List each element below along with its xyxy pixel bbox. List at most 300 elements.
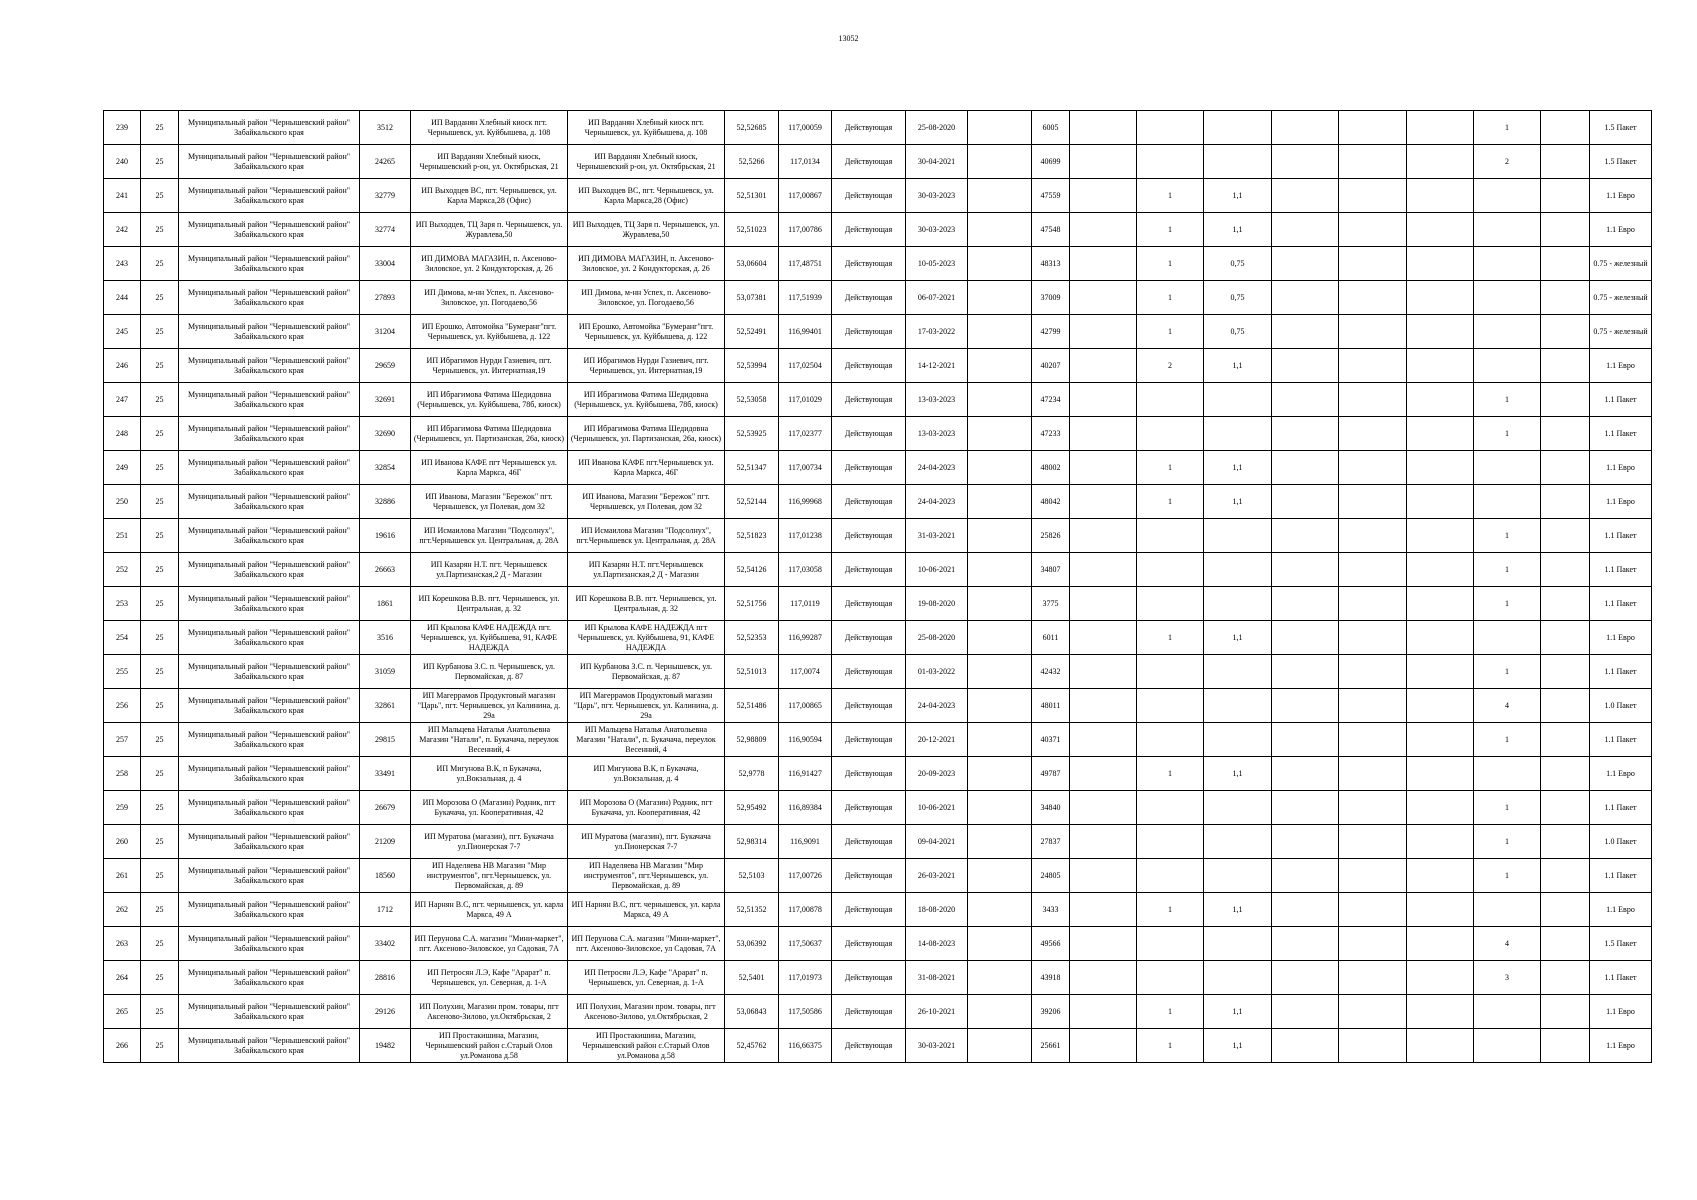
- date-cell: 30-04-2021: [906, 145, 968, 179]
- table-row: [104, 179, 1652, 213]
- table-row: [104, 145, 1652, 179]
- empty-cell: [1541, 927, 1590, 961]
- container-type-cell: 1.1 Евро: [1590, 349, 1652, 383]
- table-row: [104, 723, 1652, 757]
- container-volume-cell: [1204, 791, 1272, 825]
- owner-address-cell: ИП Варданян Хлебный киоск пгт. Чернышевск, ул. Куйбышева, д. 108: [568, 111, 725, 145]
- empty-cell: [1339, 145, 1407, 179]
- empty-cell: [1407, 417, 1474, 451]
- empty-cell: [1407, 349, 1474, 383]
- container-count-cell: 1: [1137, 179, 1204, 213]
- row-number: 261: [104, 859, 141, 893]
- municipality-cell: Муниципальный район "Чернышевский район" Забайкальского края: [179, 1029, 360, 1063]
- empty-cell: [1339, 111, 1407, 145]
- empty-cell: [1339, 519, 1407, 553]
- status-cell: Действующая: [832, 315, 906, 349]
- empty-cell: [1407, 655, 1474, 689]
- empty-cell: [1272, 655, 1339, 689]
- row-number: 264: [104, 961, 141, 995]
- location-address-cell: ИП Ибрагимова Фатима Шедидовна (Чернышевск, ул. Куйбышева, 78б, киоск): [411, 383, 568, 417]
- empty-cell: [1541, 1029, 1590, 1063]
- table-row: [104, 111, 1652, 145]
- table-row: [104, 247, 1652, 281]
- owner-address-cell: ИП Полухин, Магазин пром. товары, пгт Аксеново-Зилово, ул.Октябрьская, 2: [568, 995, 725, 1029]
- municipality-cell: Муниципальный район "Чернышевский район" Забайкальского края: [179, 893, 360, 927]
- registry-number-cell: 47234: [1032, 383, 1070, 417]
- location-address-cell: ИП Выходцев, ТЦ Заря п. Чернышевск, ул. Журавлева,50: [411, 213, 568, 247]
- empty-cell: [1272, 961, 1339, 995]
- empty-cell: [1339, 281, 1407, 315]
- container-type-cell: 0.75 - железный: [1590, 281, 1652, 315]
- container-count-cell: [1137, 383, 1204, 417]
- empty-cell: [1339, 961, 1407, 995]
- longitude-cell: 116,66375: [779, 1029, 832, 1063]
- container-count-cell: [1137, 723, 1204, 757]
- empty-cell: [1070, 315, 1137, 349]
- table-row: [104, 349, 1652, 383]
- row-number: 242: [104, 213, 141, 247]
- empty-cell: [1407, 281, 1474, 315]
- bag-count-cell: 1: [1474, 553, 1541, 587]
- empty-cell: [1070, 145, 1137, 179]
- table-row: [104, 519, 1652, 553]
- location-address-cell: ИП Исмаилова Магазин "Подсолнух", пгт.Чернышевск ул. Центральная, д. 28А: [411, 519, 568, 553]
- empty-cell: [1407, 111, 1474, 145]
- date-cell: 14-08-2023: [906, 927, 968, 961]
- bag-count-cell: 3: [1474, 961, 1541, 995]
- registry-number-cell: 34807: [1032, 553, 1070, 587]
- date-cell: 31-03-2021: [906, 519, 968, 553]
- empty-cell: [1272, 621, 1339, 655]
- container-type-cell: 1.1 Евро: [1590, 621, 1652, 655]
- date-cell: 18-08-2020: [906, 893, 968, 927]
- location-address-cell: ИП Иванова КАФЕ пгт Чернышевск ул. Карла Маркса, 46Г: [411, 451, 568, 485]
- region-code: 25: [141, 655, 179, 689]
- longitude-cell: 117,00059: [779, 111, 832, 145]
- container-count-cell: [1137, 519, 1204, 553]
- latitude-cell: 52,51301: [725, 179, 779, 213]
- longitude-cell: 117,00726: [779, 859, 832, 893]
- container-type-cell: 1.1 Евро: [1590, 179, 1652, 213]
- container-count-cell: [1137, 587, 1204, 621]
- empty-cell: [1541, 961, 1590, 995]
- empty-cell: [1407, 621, 1474, 655]
- owner-address-cell: ИП Варданян Хлебный киоск, Чернышевский р-он, ул. Октябрьская, 21: [568, 145, 725, 179]
- container-volume-cell: [1204, 825, 1272, 859]
- status-cell: Действующая: [832, 927, 906, 961]
- empty-cell: [1339, 825, 1407, 859]
- empty-cell: [968, 1029, 1032, 1063]
- bag-count-cell: [1474, 451, 1541, 485]
- empty-cell: [1070, 995, 1137, 1029]
- table-row: [104, 757, 1652, 791]
- municipality-cell: Муниципальный район "Чернышевский район" Забайкальского края: [179, 111, 360, 145]
- location-address-cell: ИП Курбанова З.С. п. Чернышевск, ул. Первомайская, д. 87: [411, 655, 568, 689]
- location-address-cell: ИП Петросян Л.Э, Кафе "Арарат" п. Чернышевск, ул. Северная, д. 1-А: [411, 961, 568, 995]
- status-cell: Действующая: [832, 451, 906, 485]
- registry-number-cell: 6011: [1032, 621, 1070, 655]
- container-type-cell: 1.1 Евро: [1590, 451, 1652, 485]
- container-volume-cell: [1204, 689, 1272, 723]
- container-volume-cell: [1204, 519, 1272, 553]
- table-row: [104, 621, 1652, 655]
- latitude-cell: 52,51756: [725, 587, 779, 621]
- status-cell: Действующая: [832, 961, 906, 995]
- bag-count-cell: [1474, 315, 1541, 349]
- site-id: 32690: [360, 417, 411, 451]
- row-number: 253: [104, 587, 141, 621]
- status-cell: Действующая: [832, 757, 906, 791]
- longitude-cell: 117,0134: [779, 145, 832, 179]
- empty-cell: [1272, 145, 1339, 179]
- empty-cell: [1272, 213, 1339, 247]
- container-type-cell: 1.0 Пакет: [1590, 825, 1652, 859]
- municipality-cell: Муниципальный район "Чернышевский район" Забайкальского края: [179, 451, 360, 485]
- latitude-cell: 52,52353: [725, 621, 779, 655]
- empty-cell: [1339, 179, 1407, 213]
- empty-cell: [1407, 723, 1474, 757]
- owner-address-cell: ИП Нарнян В.С, пгт. чернышевск, ул. карла Маркса, 49 А: [568, 893, 725, 927]
- status-cell: Действующая: [832, 417, 906, 451]
- container-volume-cell: 1,1: [1204, 485, 1272, 519]
- empty-cell: [1339, 349, 1407, 383]
- empty-cell: [968, 247, 1032, 281]
- location-address-cell: ИП Крылова КАФЕ НАДЕЖДА пгт. Чернышевск, ул. Куйбышева, 91, КАФЕ НАДЕЖДА: [411, 621, 568, 655]
- empty-cell: [1541, 145, 1590, 179]
- empty-cell: [1070, 417, 1137, 451]
- container-volume-cell: 1,1: [1204, 179, 1272, 213]
- owner-address-cell: ИП Наделяева НВ Магазин "Мир инструментов", пгт.Чернышевск, ул. Первомайская, д. 89: [568, 859, 725, 893]
- municipality-cell: Муниципальный район "Чернышевский район" Забайкальского края: [179, 247, 360, 281]
- date-cell: 01-03-2022: [906, 655, 968, 689]
- status-cell: Действующая: [832, 145, 906, 179]
- owner-address-cell: ИП Мигунова В.К, п Букачача, ул.Вокзальная, д. 4: [568, 757, 725, 791]
- municipality-cell: Муниципальный район "Чернышевский район" Забайкальского края: [179, 519, 360, 553]
- bag-count-cell: 1: [1474, 655, 1541, 689]
- container-type-cell: 1.1 Евро: [1590, 485, 1652, 519]
- table-row: [104, 689, 1652, 723]
- registry-number-cell: 3775: [1032, 587, 1070, 621]
- container-type-cell: 1.1 Пакет: [1590, 383, 1652, 417]
- empty-cell: [1070, 247, 1137, 281]
- longitude-cell: 117,50586: [779, 995, 832, 1029]
- region-code: 25: [141, 587, 179, 621]
- container-type-cell: 1.5 Пакет: [1590, 145, 1652, 179]
- date-cell: 30-03-2023: [906, 213, 968, 247]
- empty-cell: [1407, 213, 1474, 247]
- municipality-cell: Муниципальный район "Чернышевский район" Забайкальского края: [179, 179, 360, 213]
- row-number: 251: [104, 519, 141, 553]
- bag-count-cell: [1474, 485, 1541, 519]
- region-code: 25: [141, 179, 179, 213]
- region-code: 25: [141, 791, 179, 825]
- empty-cell: [1272, 179, 1339, 213]
- region-code: 25: [141, 383, 179, 417]
- empty-cell: [1541, 621, 1590, 655]
- latitude-cell: 52,51013: [725, 655, 779, 689]
- container-count-cell: 1: [1137, 995, 1204, 1029]
- empty-cell: [1541, 349, 1590, 383]
- longitude-cell: 116,91427: [779, 757, 832, 791]
- bag-count-cell: 4: [1474, 689, 1541, 723]
- empty-cell: [1541, 689, 1590, 723]
- location-address-cell: ИП Ерошко, Автомойка "Бумеранг"пгт. Чернышевск, ул. Куйбышева, д. 122: [411, 315, 568, 349]
- empty-cell: [1070, 1029, 1137, 1063]
- site-id: 32886: [360, 485, 411, 519]
- latitude-cell: 52,95492: [725, 791, 779, 825]
- status-cell: Действующая: [832, 519, 906, 553]
- empty-cell: [1541, 757, 1590, 791]
- empty-cell: [1272, 451, 1339, 485]
- empty-cell: [1339, 791, 1407, 825]
- empty-cell: [1070, 825, 1137, 859]
- site-id: 28816: [360, 961, 411, 995]
- row-number: 266: [104, 1029, 141, 1063]
- registry-number-cell: 40371: [1032, 723, 1070, 757]
- bag-count-cell: 1: [1474, 519, 1541, 553]
- status-cell: Действующая: [832, 111, 906, 145]
- empty-cell: [968, 689, 1032, 723]
- registry-number-cell: 49566: [1032, 927, 1070, 961]
- row-number: 257: [104, 723, 141, 757]
- location-address-cell: ИП Нарнян В.С, пгт. чернышевск, ул. карла Маркса, 49 А: [411, 893, 568, 927]
- container-type-cell: 1.1 Пакет: [1590, 519, 1652, 553]
- empty-cell: [968, 383, 1032, 417]
- region-code: 25: [141, 485, 179, 519]
- empty-cell: [968, 621, 1032, 655]
- location-address-cell: ИП Муратова (магазин), пгт. Букачача ул.Пионерская 7-7: [411, 825, 568, 859]
- latitude-cell: 52,98314: [725, 825, 779, 859]
- municipality-cell: Муниципальный район "Чернышевский район" Забайкальского края: [179, 757, 360, 791]
- latitude-cell: 52,52491: [725, 315, 779, 349]
- date-cell: 09-04-2021: [906, 825, 968, 859]
- row-number: 265: [104, 995, 141, 1029]
- table-row: [104, 655, 1652, 689]
- container-volume-cell: 1,1: [1204, 213, 1272, 247]
- empty-cell: [1407, 315, 1474, 349]
- row-number: 249: [104, 451, 141, 485]
- location-address-cell: ИП Казарян Н.Т. пгт. Чернышевск ул.Партизанская,2 Д - Магазин: [411, 553, 568, 587]
- empty-cell: [1407, 859, 1474, 893]
- empty-cell: [1339, 485, 1407, 519]
- bag-count-cell: 1: [1474, 111, 1541, 145]
- empty-cell: [968, 417, 1032, 451]
- container-volume-cell: 0,75: [1204, 281, 1272, 315]
- region-code: 25: [141, 247, 179, 281]
- municipality-cell: Муниципальный район "Чернышевский район" Забайкальского края: [179, 689, 360, 723]
- date-cell: 24-04-2023: [906, 689, 968, 723]
- empty-cell: [968, 587, 1032, 621]
- empty-cell: [1407, 757, 1474, 791]
- empty-cell: [1070, 757, 1137, 791]
- bag-count-cell: 1: [1474, 587, 1541, 621]
- site-id: 1861: [360, 587, 411, 621]
- empty-cell: [968, 995, 1032, 1029]
- latitude-cell: 52,53925: [725, 417, 779, 451]
- table-row: [104, 315, 1652, 349]
- site-id: 27893: [360, 281, 411, 315]
- region-code: 25: [141, 417, 179, 451]
- row-number: 248: [104, 417, 141, 451]
- container-volume-cell: 1,1: [1204, 1029, 1272, 1063]
- owner-address-cell: ИП Мальцева Наталья Анатольевна Магазин "Натали", п. Букачача, переулок Весенний, 4: [568, 723, 725, 757]
- empty-cell: [1339, 417, 1407, 451]
- region-code: 25: [141, 859, 179, 893]
- empty-cell: [1541, 893, 1590, 927]
- container-type-cell: 1.1 Пакет: [1590, 723, 1652, 757]
- registry-number-cell: 40699: [1032, 145, 1070, 179]
- latitude-cell: 53,06843: [725, 995, 779, 1029]
- empty-cell: [1070, 451, 1137, 485]
- region-code: 25: [141, 349, 179, 383]
- container-count-cell: [1137, 927, 1204, 961]
- registry-number-cell: 42432: [1032, 655, 1070, 689]
- longitude-cell: 117,00786: [779, 213, 832, 247]
- row-number: 246: [104, 349, 141, 383]
- date-cell: 24-04-2023: [906, 485, 968, 519]
- empty-cell: [968, 281, 1032, 315]
- empty-cell: [1070, 485, 1137, 519]
- region-code: 25: [141, 825, 179, 859]
- empty-cell: [1339, 621, 1407, 655]
- longitude-cell: 117,03058: [779, 553, 832, 587]
- bag-count-cell: 4: [1474, 927, 1541, 961]
- latitude-cell: 52,9778: [725, 757, 779, 791]
- empty-cell: [968, 961, 1032, 995]
- empty-cell: [1541, 723, 1590, 757]
- row-number: 244: [104, 281, 141, 315]
- empty-cell: [1070, 791, 1137, 825]
- container-type-cell: 1.0 Пакет: [1590, 689, 1652, 723]
- container-count-cell: 1: [1137, 281, 1204, 315]
- municipality-cell: Муниципальный район "Чернышевский район" Забайкальского края: [179, 213, 360, 247]
- latitude-cell: 52,51023: [725, 213, 779, 247]
- empty-cell: [1339, 689, 1407, 723]
- container-type-cell: 0.75 - железный: [1590, 315, 1652, 349]
- table-row: [104, 417, 1652, 451]
- container-type-cell: 1.1 Пакет: [1590, 961, 1652, 995]
- owner-address-cell: ИП Выходцев ВС, пгт. Чернышевск, ул. Карла Маркса,28 (Офис): [568, 179, 725, 213]
- latitude-cell: 52,52685: [725, 111, 779, 145]
- empty-cell: [1541, 587, 1590, 621]
- row-number: 241: [104, 179, 141, 213]
- latitude-cell: 52,53058: [725, 383, 779, 417]
- empty-cell: [1070, 927, 1137, 961]
- registry-number-cell: 48002: [1032, 451, 1070, 485]
- status-cell: Действующая: [832, 859, 906, 893]
- empty-cell: [968, 349, 1032, 383]
- date-cell: 13-03-2023: [906, 383, 968, 417]
- empty-cell: [1541, 451, 1590, 485]
- table-row: [104, 893, 1652, 927]
- date-cell: 31-08-2021: [906, 961, 968, 995]
- region-code: 25: [141, 213, 179, 247]
- empty-cell: [1407, 145, 1474, 179]
- location-address-cell: ИП Корешкова В.В. пгт. Чернышевск, ул. Центральная, д. 32: [411, 587, 568, 621]
- empty-cell: [1541, 111, 1590, 145]
- latitude-cell: 53,07381: [725, 281, 779, 315]
- latitude-cell: 52,51352: [725, 893, 779, 927]
- table-row: [104, 791, 1652, 825]
- status-cell: Действующая: [832, 655, 906, 689]
- empty-cell: [1339, 213, 1407, 247]
- region-code: 25: [141, 995, 179, 1029]
- latitude-cell: 52,51823: [725, 519, 779, 553]
- empty-cell: [1272, 859, 1339, 893]
- region-code: 25: [141, 145, 179, 179]
- longitude-cell: 116,99401: [779, 315, 832, 349]
- empty-cell: [1407, 179, 1474, 213]
- container-count-cell: 2: [1137, 349, 1204, 383]
- empty-cell: [1407, 485, 1474, 519]
- region-code: 25: [141, 757, 179, 791]
- municipality-cell: Муниципальный район "Чернышевский район" Забайкальского края: [179, 859, 360, 893]
- status-cell: Действующая: [832, 247, 906, 281]
- municipality-cell: Муниципальный район "Чернышевский район" Забайкальского края: [179, 485, 360, 519]
- bag-count-cell: 1: [1474, 383, 1541, 417]
- container-count-cell: [1137, 655, 1204, 689]
- registry-number-cell: 39206: [1032, 995, 1070, 1029]
- container-count-cell: [1137, 417, 1204, 451]
- container-volume-cell: [1204, 961, 1272, 995]
- row-number: 256: [104, 689, 141, 723]
- site-id: 3512: [360, 111, 411, 145]
- empty-cell: [1070, 689, 1137, 723]
- container-volume-cell: 1,1: [1204, 451, 1272, 485]
- empty-cell: [1541, 281, 1590, 315]
- container-volume-cell: [1204, 723, 1272, 757]
- bag-count-cell: [1474, 995, 1541, 1029]
- empty-cell: [1272, 791, 1339, 825]
- table-row: [104, 995, 1652, 1029]
- empty-cell: [968, 927, 1032, 961]
- container-count-cell: 1: [1137, 485, 1204, 519]
- empty-cell: [968, 893, 1032, 927]
- longitude-cell: 117,00734: [779, 451, 832, 485]
- owner-address-cell: ИП Корешкова В.В. пгт. Чернышевск, ул. Центральная, д. 32: [568, 587, 725, 621]
- container-volume-cell: 1,1: [1204, 621, 1272, 655]
- municipality-cell: Муниципальный район "Чернышевский район" Забайкальского края: [179, 553, 360, 587]
- empty-cell: [1407, 689, 1474, 723]
- empty-cell: [1541, 859, 1590, 893]
- status-cell: Действующая: [832, 995, 906, 1029]
- location-address-cell: ИП ДИМОВА МАГАЗИН, п. Аксеново-Зиловское, ул. 2 Кондукторская, д. 26: [411, 247, 568, 281]
- registry-number-cell: 49787: [1032, 757, 1070, 791]
- site-id: 33004: [360, 247, 411, 281]
- registry-number-cell: 48042: [1032, 485, 1070, 519]
- container-type-cell: 1.1 Евро: [1590, 893, 1652, 927]
- container-count-cell: [1137, 825, 1204, 859]
- municipality-cell: Муниципальный район "Чернышевский район" Забайкальского края: [179, 417, 360, 451]
- longitude-cell: 117,48751: [779, 247, 832, 281]
- empty-cell: [1272, 723, 1339, 757]
- table-row: [104, 281, 1652, 315]
- empty-cell: [1407, 553, 1474, 587]
- site-id: 26663: [360, 553, 411, 587]
- container-count-cell: [1137, 859, 1204, 893]
- location-address-cell: ИП Ибрагимов Нурди Газиевич, пгт. Чернышевск, ул. Интернатная,19: [411, 349, 568, 383]
- latitude-cell: 52,51486: [725, 689, 779, 723]
- latitude-cell: 53,06604: [725, 247, 779, 281]
- status-cell: Действующая: [832, 893, 906, 927]
- container-volume-cell: 1,1: [1204, 893, 1272, 927]
- container-count-cell: [1137, 791, 1204, 825]
- container-type-cell: 1.5 Пакет: [1590, 111, 1652, 145]
- longitude-cell: 117,50637: [779, 927, 832, 961]
- empty-cell: [1407, 383, 1474, 417]
- municipality-cell: Муниципальный район "Чернышевский район" Забайкальского края: [179, 655, 360, 689]
- empty-cell: [1541, 315, 1590, 349]
